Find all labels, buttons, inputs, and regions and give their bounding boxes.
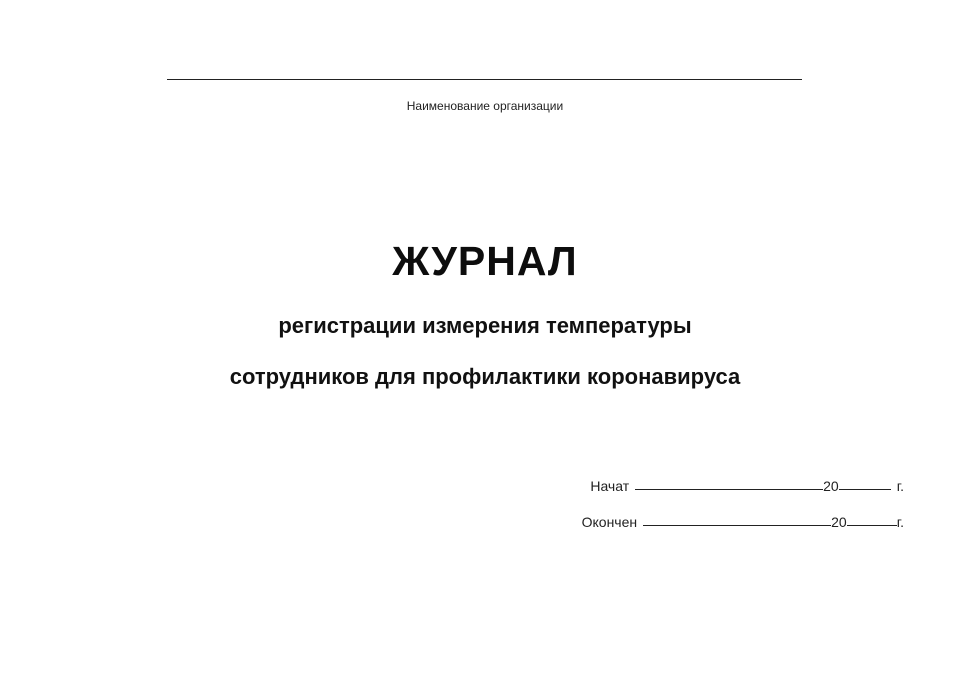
finished-label: Окончен — [581, 514, 638, 530]
finished-day-month-blank[interactable] — [643, 524, 831, 526]
finished-year-suffix: г. — [896, 514, 904, 530]
started-day-month-blank[interactable] — [635, 488, 823, 490]
journal-title: ЖУРНАЛ — [392, 238, 578, 284]
started-label: Начат — [590, 478, 630, 494]
started-date-row — [590, 478, 904, 494]
finished-century: 20 — [831, 514, 847, 530]
finished-year-blank[interactable] — [847, 524, 897, 526]
started-century: 20 — [823, 478, 839, 494]
started-year-suffix: г. — [896, 478, 904, 494]
journal-subtitle-line2: сотрудников для профилактики коронавируса — [229, 364, 741, 389]
organization-caption: Наименование организации — [406, 99, 564, 113]
organization-name-line[interactable] — [167, 79, 802, 80]
started-year-blank[interactable] — [839, 488, 891, 490]
journal-subtitle-line1: регистрации измерения температуры — [278, 313, 692, 338]
finished-date-row — [582, 514, 904, 530]
